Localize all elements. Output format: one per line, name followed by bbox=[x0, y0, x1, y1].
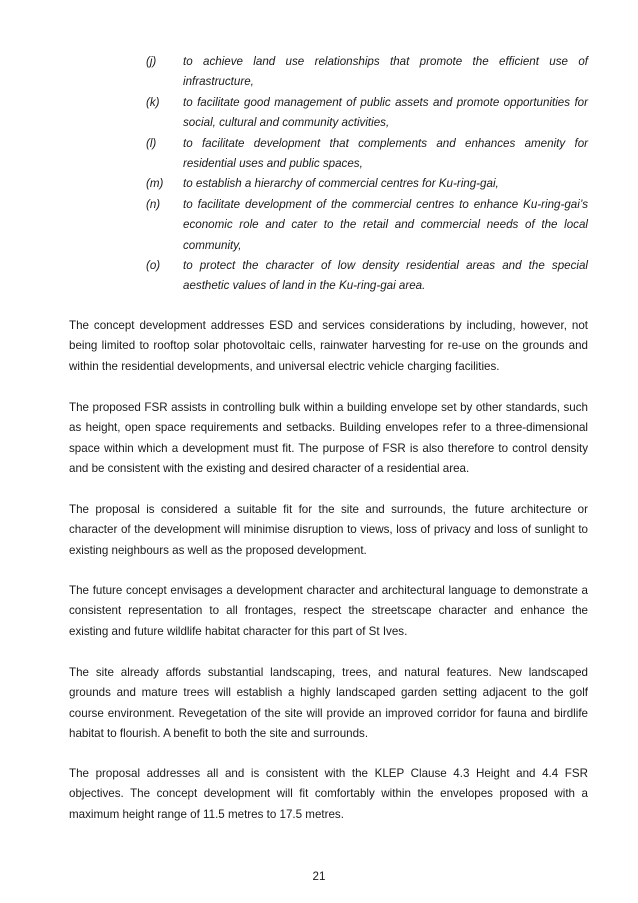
objective-item-o bbox=[146, 256, 588, 297]
objective-text: to achieve land use relationships that promote the efficient use of infrastructure, bbox=[183, 55, 588, 89]
paragraph-landscaping: The site already affords substantial landscaping, trees, and natural features. New landscaped grounds and mature trees will establish a highly landscaped garden setting adjacent to the golf course environment. Revegetation of the site will provide an improved corridor for fauna and birdlife habitat to flourish. A benefit to both the site and surrounds. bbox=[69, 666, 588, 741]
objective-label: (k) bbox=[146, 95, 160, 109]
objective-text: to facilitate development that complements and enhances amenity for residential uses and public spaces, bbox=[183, 136, 588, 171]
objective-text: to establish a hierarchy of commercial centres for Ku-ring-gai, bbox=[183, 177, 499, 191]
objective-item-k bbox=[146, 93, 588, 134]
paragraph-klep-objectives: The proposal addresses all and is consistent with the KLEP Clause 4.3 Height and 4.4 FSR objectives. The concept development will fit comfortably within the envelopes proposed with a maximum height range of 11.5 metres to 17.5 metres. bbox=[69, 767, 588, 821]
objective-label: (n) bbox=[146, 197, 161, 211]
paragraph-concept-character: The future concept envisages a development character and architectural language to demonstrate a consistent representation to all frontages, respect the streetscape character and enhance the existing and future wildlife habitat character for this part of St Ives. bbox=[69, 584, 588, 638]
objective-label: (l) bbox=[146, 136, 157, 150]
objective-label: (o) bbox=[146, 259, 161, 273]
page-number: 21 bbox=[312, 870, 326, 883]
paragraph-suitable-fit: The proposal is considered a suitable fit for the site and surrounds, the future architecture or character of the development will minimise disruption to views, loss of privacy and loss of sunlight to existing neighbours as well as the proposed development. bbox=[69, 503, 588, 557]
objective-item-n bbox=[146, 195, 588, 256]
objective-label: (m) bbox=[146, 177, 164, 191]
objective-text: to facilitate development of the commercial centres to enhance Ku-ring-gai’s economic role and cater to the retail and commercial needs of the local community, bbox=[183, 197, 588, 252]
objective-text: to protect the character of low density residential areas and the special aesthetic values of land in the Ku-ring-gai area. bbox=[183, 259, 588, 293]
objective-text: to facilitate good management of public assets and promote opportunities for social, cultural and community activities, bbox=[183, 95, 588, 130]
objective-item-l bbox=[146, 134, 588, 175]
objective-label: (j) bbox=[146, 55, 157, 68]
paragraph-fsr: The proposed FSR assists in controlling bulk within a building envelope set by other standards, such as height, open space requirements and setbacks. Building envelopes refer to a three-dimensional space within which a development must fit. The purpose of FSR is also therefore to control density and be consistent with the existing and desired character of a residential area. bbox=[69, 401, 588, 476]
objective-item-j bbox=[146, 52, 588, 93]
objective-item-m bbox=[146, 174, 588, 194]
paragraph-esd: The concept development addresses ESD and services considerations by including, however, not being limited to rooftop solar photovoltaic cells, rainwater harvesting for re-use on the grounds and within the residential developments, and universal electric vehicle charging facilities. bbox=[69, 319, 588, 373]
objectives-list bbox=[146, 52, 588, 297]
